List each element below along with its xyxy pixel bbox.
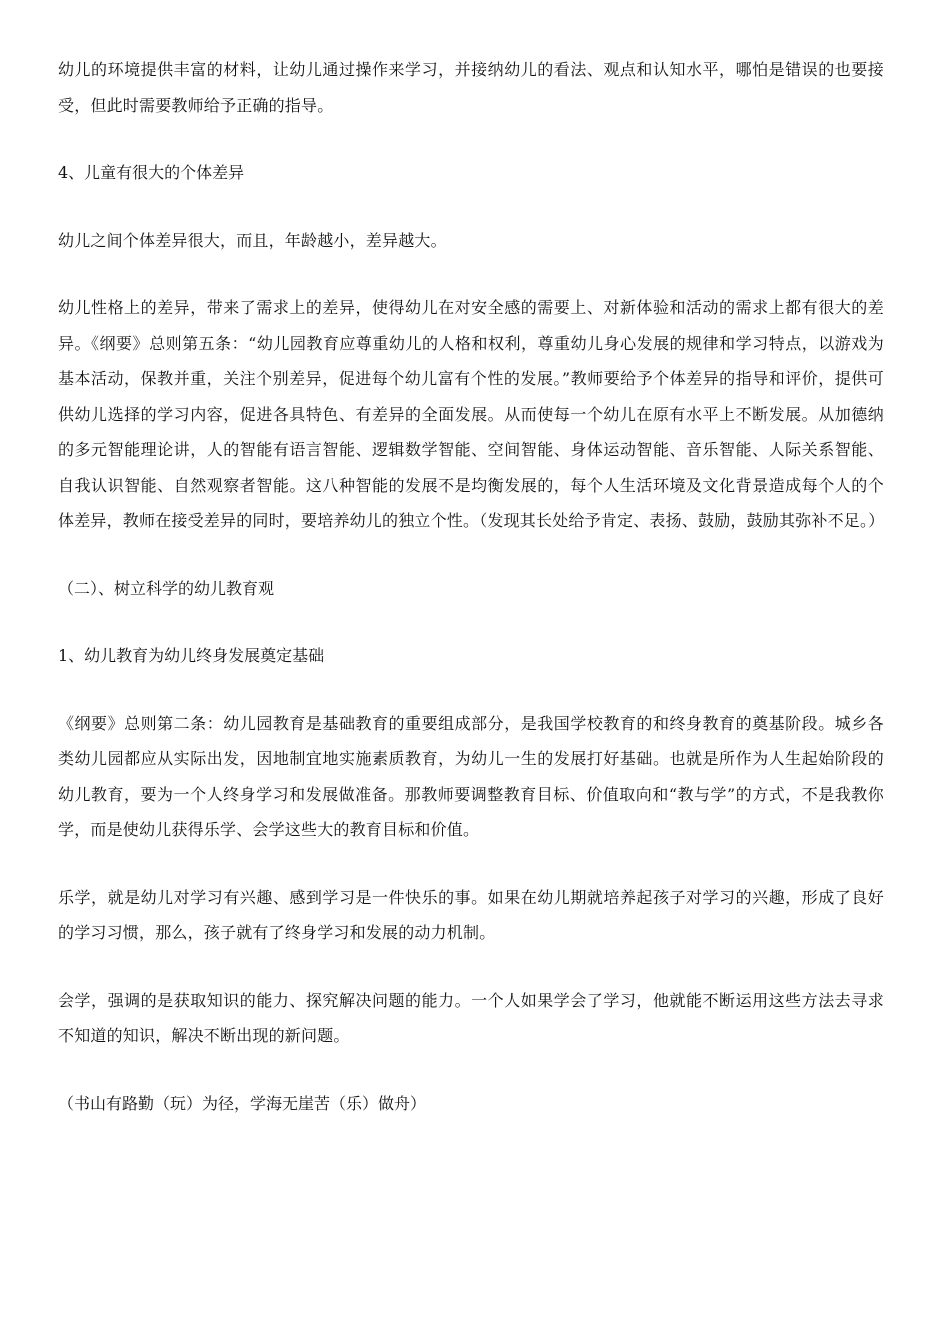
paragraph-foundation-2: 乐学，就是幼儿对学习有兴趣、感到学习是一件快乐的事。如果在幼儿期就培养起孩子对学习的兴趣，形成了良好的学习习惯，那么，孩子就有了终身学习和发展的动力机制。 [58, 887, 884, 942]
paragraph-intro: 幼儿的环境提供丰富的材料，让幼儿通过操作来学习，并接纳幼儿的看法、观点和认知水平，哪怕是错误的也要接受，但此时需要教师给予正确的指导。 [58, 60, 884, 115]
paragraph-gap [58, 674, 884, 706]
paragraph-individual-1: 幼儿之间个体差异很大，而且，年龄越小，差异越大。 [58, 230, 447, 250]
paragraph-gap [58, 848, 884, 880]
paragraph-gap [58, 606, 884, 638]
paragraph-gap [58, 123, 884, 155]
heading-section-2: （二）、树立科学的幼儿教育观 [58, 578, 275, 598]
paragraph-gap [58, 951, 884, 983]
paragraph-foundation-1: 《纲要》总则第二条：幼儿园教育是基础教育的重要组成部分，是我国学校教育的和终身教育的奠基阶段。城乡各类幼儿园都应从实际出发，因地制宜地实施素质教育，为幼儿一生的发展打好基础。也就是所作为人生起始阶段的幼儿教育，要为一个人终身学习和发展做准备。那教师要调整教育目标、价值取向和“教与学”的方式，不是我教你学，而是使幼儿获得乐学、会学这些大的教育目标和价值。 [58, 713, 884, 839]
paragraph-gap [58, 258, 884, 290]
heading-lifelong-foundation: 1、幼儿教育为幼儿终身发展奠定基础 [58, 646, 325, 665]
heading-individual-differences: 4、儿童有很大的个体差异 [58, 163, 245, 182]
paragraph-gap [58, 191, 884, 223]
paragraph-foundation-3: 会学，强调的是获取知识的能力、探究解决问题的能力。一个人如果学会了学习，他就能不断运用这些方法去寻求不知道的知识，解决不断出现的新问题。 [58, 990, 884, 1045]
document-page [58, 52, 884, 1121]
paragraph-gap [58, 1054, 884, 1086]
paragraph-gap [58, 539, 884, 571]
closing-quote: （书山有路勤（玩）为径，学海无崖苦（乐）做舟） [58, 1093, 427, 1113]
paragraph-individual-2: 幼儿性格上的差异，带来了需求上的差异，使得幼儿在对安全感的需要上、对新体验和活动的需求上都有很大的差异。《纲要》总则第五条：“幼儿园教育应尊重幼儿的人格和权利，尊重幼儿身心发展的规律和学习特点，以游戏为基本活动，保教并重，关注个别差异，促进每个幼儿富有个性的发展。”教师要给予个体差异的指导和评价，提供可供幼儿选择的学习内容，促进各具特色、有差异的全面发展。从而使每一个幼儿在原有水平上不断发展。从加德纳的多元智能理论讲，人的智能有语言智能、逻辑数学智能、空间智能、身体运动智能、音乐智能、人际关系智能、自我认识智能、自然观察者智能。这八种智能的发展不是均衡发展的，每个人生活环境及文化背景造成每个人的个体差异，教师在接受差异的同时，要培养幼儿的独立个性。（发现其长处给予肯定、表扬、鼓励，鼓励其弥补不足。） [58, 298, 885, 530]
